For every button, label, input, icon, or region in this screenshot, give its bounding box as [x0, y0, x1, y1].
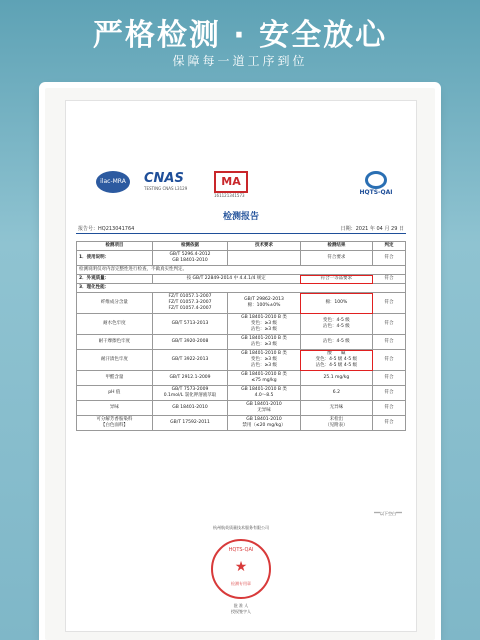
cell-verdict: 符合: [373, 335, 406, 350]
cell-item: 纤维成分含量: [77, 293, 153, 314]
cell-result: 棉：100%: [300, 293, 372, 314]
accreditation-logos: [96, 171, 393, 201]
cnas-sub: TESTING CNAS L3129: [144, 186, 188, 191]
table-row: [77, 416, 406, 431]
col-header-requirement: 技术要求: [228, 242, 300, 251]
table-row: [77, 335, 406, 350]
cell-basis: GB/T 5296.4-2012 GB 18401-2010: [152, 251, 228, 266]
cell-requirement: GB/T 29862-2013 棉：100%±0%: [228, 293, 300, 314]
cell-verdict: 符合: [373, 293, 406, 314]
page-title: 严格检测 · 安全放心: [92, 18, 388, 53]
cell-basis: GB/T 2912.1-2009: [152, 371, 228, 386]
table-row: [77, 251, 406, 266]
cnas-logo: [144, 171, 204, 191]
cell-verdict: 符合: [373, 314, 406, 335]
cell-basis: GB/T 5713-2013: [152, 314, 228, 335]
cell-requirement: GB 18401-2010 B 类 变色：≥3 级 沾色：≥3 级: [228, 314, 300, 335]
col-header-item: 检测项目: [77, 242, 153, 251]
table-row: [77, 284, 406, 293]
cell-item: 耐水色牢度: [77, 314, 153, 335]
cell-requirement: GB 18401-2010 B 类 ≤75 mg/kg: [228, 371, 300, 386]
seal-caption: 检测专用章: [231, 581, 251, 586]
cnas-mark: CNAS: [144, 171, 184, 186]
cell-basis: 按 GB/T 22849-2014 中 4.4.1/4 规定: [152, 275, 300, 284]
ilac-mra-logo: ilac-MRA: [96, 171, 130, 193]
table-row: [77, 266, 406, 275]
hqts-label: HQTS-QAI: [359, 189, 393, 196]
test-report-sheet: [65, 100, 417, 632]
cell-result: 无异味: [300, 401, 372, 416]
cell-result: 变色：4-5 级 沾色：4-5 级: [300, 314, 372, 335]
results-table: [76, 241, 406, 431]
cell-result: 6.2: [300, 386, 372, 401]
cell-basis: GB/T 17592-2011: [152, 416, 228, 431]
cell-requirement: GB 18401-2010 B 类 变色：≥3 级 沾色：≥3 级: [228, 350, 300, 371]
cell-verdict: 符合: [373, 350, 406, 371]
cell-result: 符合要求: [300, 251, 372, 266]
cell-result: 符合一等品要求: [300, 275, 372, 284]
section-note: 检测说明仅对内容完整性进行检查，不做真实性判定。: [77, 266, 406, 275]
table-row: [77, 293, 406, 314]
report-date: 日期：2021 年 04 月 29 日: [340, 226, 404, 232]
table-row: [77, 371, 406, 386]
cell-verdict: 符合: [373, 416, 406, 431]
col-header-verdict: 判定: [373, 242, 406, 251]
col-header-basis: 检测依据: [152, 242, 228, 251]
cell-requirement: GB 18401-2010 B 类 4.0～8.5: [228, 386, 300, 401]
cell-basis: FZ/T 01057.1-2007 FZ/T 01057.3-2007 FZ/T 01057.4-2007: [152, 293, 228, 314]
cell-basis: GB 18401-2010: [152, 401, 228, 416]
cell-result: 沾色：4-5 级: [300, 335, 372, 350]
report-title: 检测报告: [222, 212, 259, 222]
cell-verdict: 符合: [373, 251, 406, 266]
end-mark: ***以下空白***: [374, 511, 402, 516]
page-subtitle: 保障每一道工序到位: [172, 54, 308, 68]
cell-basis: GB/T 3920-2008: [152, 335, 228, 350]
cell-requirement: [228, 251, 300, 266]
issuer-name: 杭州航英质量技术服务有限公司: [213, 525, 269, 530]
table-header-row: [77, 242, 406, 251]
section-label: 2．外观质量：: [77, 275, 153, 284]
seal-text: HQTS-QAI: [228, 547, 254, 553]
table-row: [77, 350, 406, 371]
star-icon: ★: [234, 559, 248, 575]
certificate-frame: [45, 88, 435, 640]
cell-item: 耐干摩擦色牢度: [77, 335, 153, 350]
cell-basis: GB/T 3922-2013: [152, 350, 228, 371]
cell-verdict: 符合: [373, 401, 406, 416]
section-label: 1．使用说明：: [77, 251, 153, 266]
inspection-seal: [211, 539, 271, 599]
report-number: 报告号：HQ213041764: [78, 226, 135, 232]
table-row: [77, 386, 406, 401]
col-header-result: 检测结果: [300, 242, 372, 251]
cma-mark: MA: [214, 171, 248, 193]
cell-item: 耐汗渍色牢度: [77, 350, 153, 371]
cell-requirement: GB 18401-2010 B 类 沾色：≥3 级: [228, 335, 300, 350]
cell-result: 25.1 mg/kg: [300, 371, 372, 386]
cell-result: 未检出 （见附表）: [300, 416, 372, 431]
cell-basis: GB/T 7573-2009 0.1mol/L 氯化钾溶液萃取: [152, 386, 228, 401]
table-row: [77, 275, 406, 284]
hqts-q-icon: [365, 171, 387, 189]
cma-number: 161121341573: [214, 193, 245, 198]
cell-item: 甲醛含量: [77, 371, 153, 386]
cell-verdict: 符合: [373, 275, 406, 284]
cma-logo: [214, 171, 254, 198]
cell-item: pH 值: [77, 386, 153, 401]
cell-item: 可分解芳香胺染料 【白色面料】: [77, 416, 153, 431]
table-row: [77, 314, 406, 335]
cell-item: 异味: [77, 401, 153, 416]
cell-verdict: 符合: [373, 371, 406, 386]
cell-requirement: GB 18401-2010 无异味: [228, 401, 300, 416]
cell-verdict: 符合: [373, 386, 406, 401]
cell-result: 酸 碱 变色：4-5 级 4-5 级 沾色：4-5 级 4-5 级: [300, 350, 372, 371]
hqts-logo: [346, 171, 406, 196]
table-row: [77, 401, 406, 416]
section-label: 3．理化性能：: [77, 284, 406, 293]
cell-requirement: GB 18401-2010 禁用（≤20 mg/kg）: [228, 416, 300, 431]
title-divider: [76, 233, 406, 234]
signature-block: 批 准 人 授权签字人: [231, 603, 251, 614]
